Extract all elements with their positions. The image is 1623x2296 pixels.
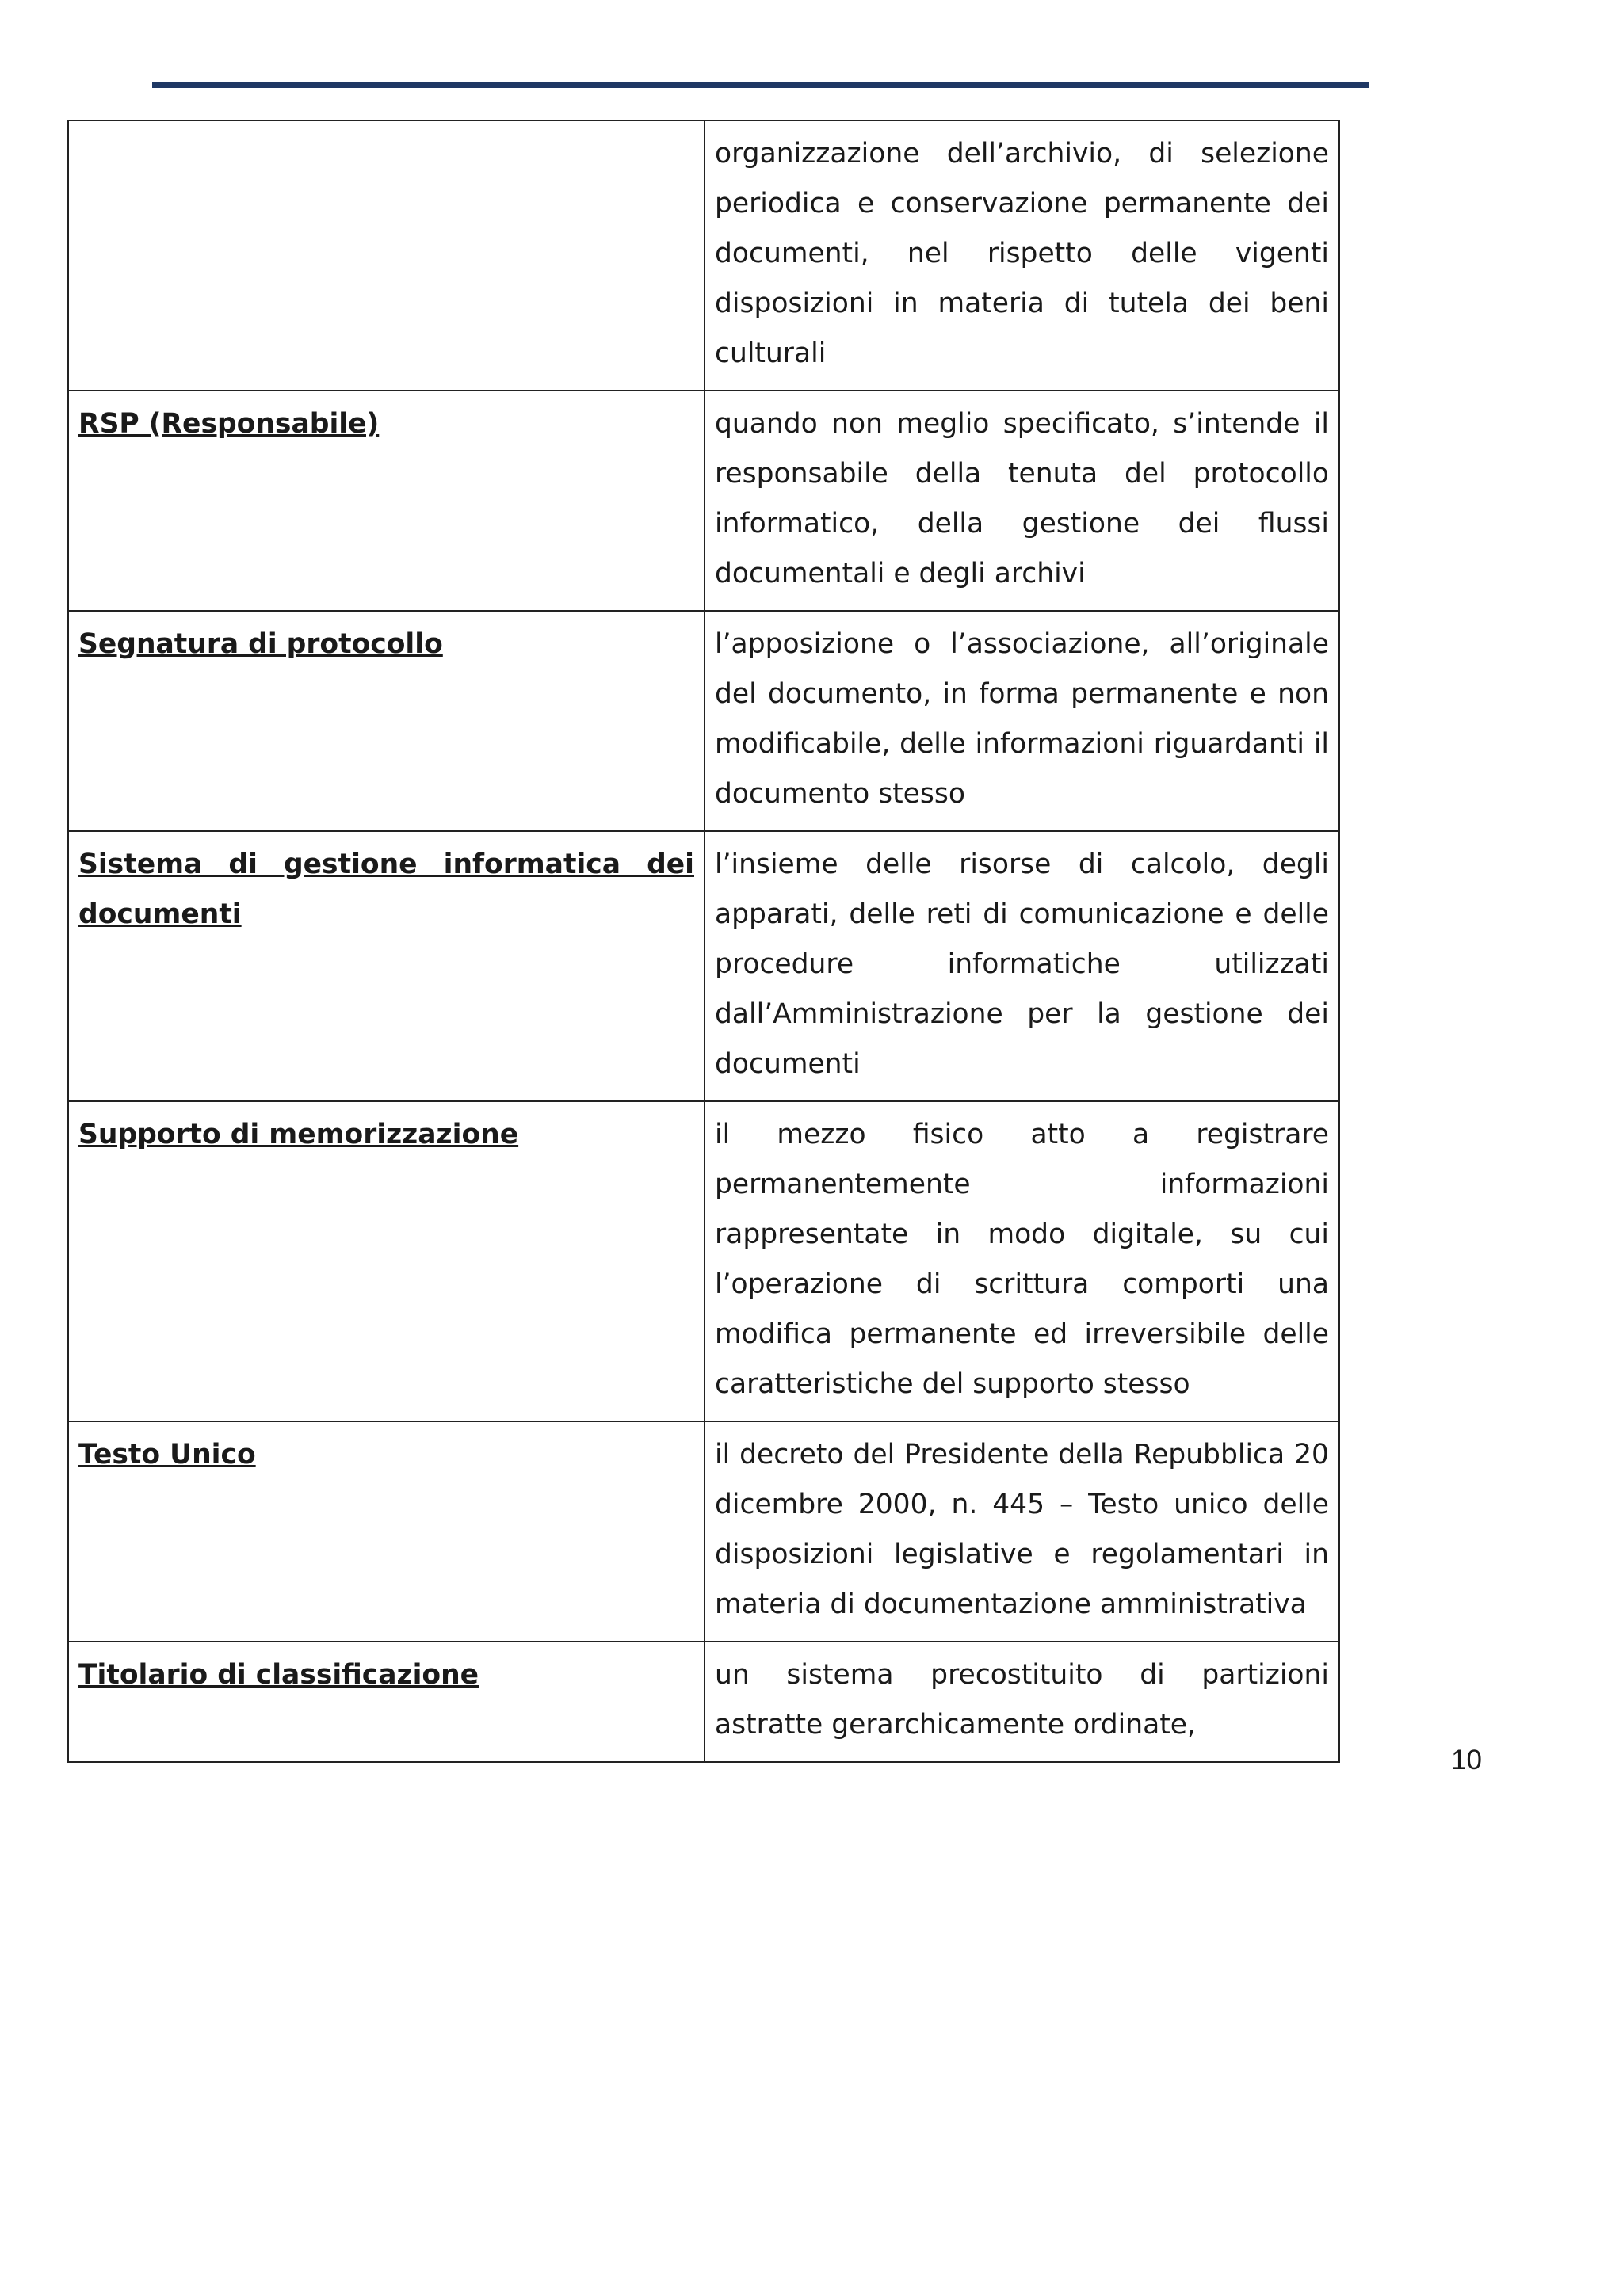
- glossary-term: Supporto di memorizzazione: [68, 1101, 705, 1421]
- table-row: [68, 831, 1339, 1101]
- glossary-definition: un sistema precostituito di partizioni astratte gerarchicamente ordinate,: [705, 1642, 1339, 1762]
- table-row: [68, 120, 1339, 391]
- glossary-definition: il mezzo fisico atto a registrare permanentemente informazioni rappresentate in modo digitale, su cui l’operazione di scrittura comporti una modifica permanente ed irreversibile delle caratteristiche del supporto stesso: [705, 1101, 1339, 1421]
- glossary-definition: organizzazione dell’archivio, di selezione periodica e conservazione permanente dei documenti, nel rispetto delle vigenti disposizioni in materia di tutela dei beni culturali: [705, 120, 1339, 391]
- glossary-definition: il decreto del Presidente della Repubblica 20 dicembre 2000, n. 445 – Testo unico delle disposizioni legislative e regolamentari in materia di documentazione amministrativa: [705, 1421, 1339, 1642]
- glossary-term: Titolario di classificazione: [68, 1642, 705, 1762]
- table-row: [68, 391, 1339, 611]
- glossary-term: Segnatura di protocollo: [68, 611, 705, 831]
- glossary-definition: l’insieme delle risorse di calcolo, degli apparati, delle reti di comunicazione e delle procedure informatiche utilizzati dall’Amministrazione per la gestione dei documenti: [705, 831, 1339, 1101]
- glossary-term: Testo Unico: [68, 1421, 705, 1642]
- table-row: [68, 1101, 1339, 1421]
- glossary-term: [68, 120, 705, 391]
- glossary-term: RSP (Responsabile): [68, 391, 705, 611]
- page-number: 10: [1451, 1745, 1482, 1775]
- table-row: [68, 1421, 1339, 1642]
- glossary-definition: l’apposizione o l’associazione, all’originale del documento, in forma permanente e non modificabile, delle informazioni riguardanti il documento stesso: [705, 611, 1339, 831]
- glossary-definition: quando non meglio specificato, s’intende il responsabile della tenuta del protocollo informatico, della gestione dei flussi documentali e degli archivi: [705, 391, 1339, 611]
- table-row: [68, 611, 1339, 831]
- glossary-term: Sistema di gestione informatica dei documenti: [68, 831, 705, 1101]
- table-row: [68, 1642, 1339, 1762]
- glossary-table: [67, 120, 1340, 1763]
- header-rule: [152, 82, 1369, 88]
